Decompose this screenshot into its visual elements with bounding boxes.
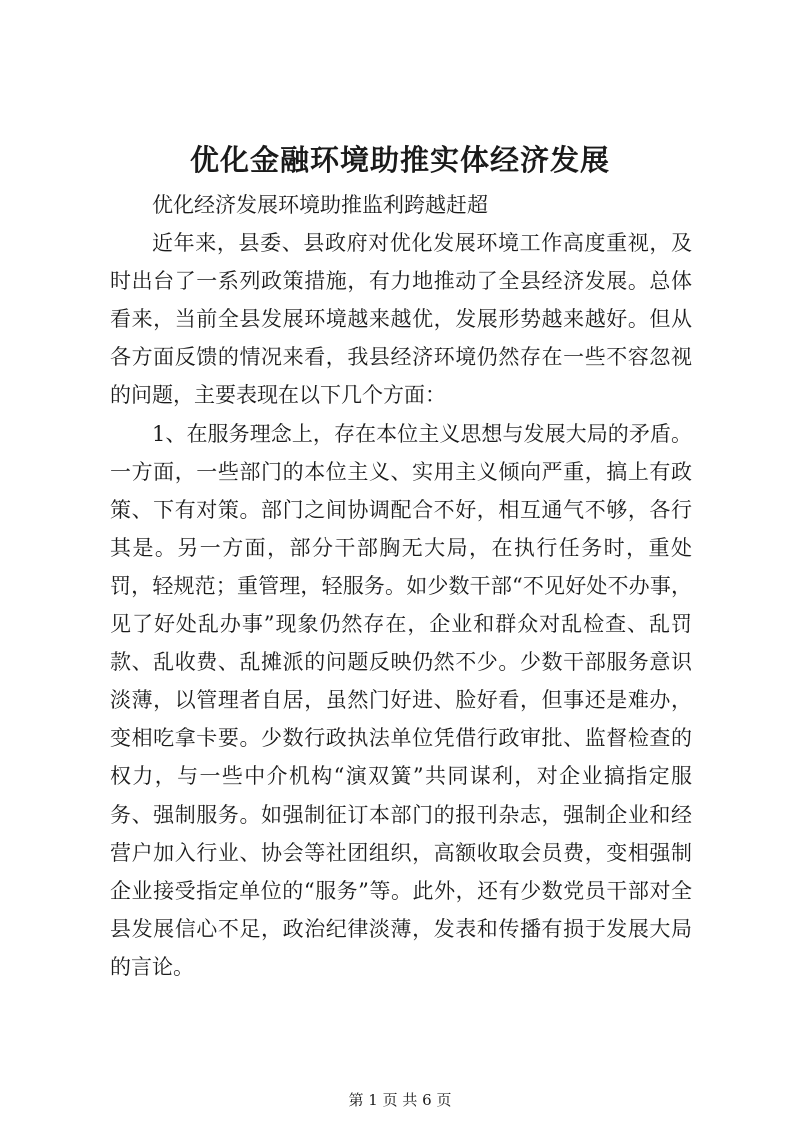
page-indicator: 第 1 页 共 6 页 (348, 1091, 452, 1109)
document-body (110, 186, 692, 986)
paragraph-intro: 近年来，县委、县政府对优化发展环境工作高度重视，及时出台了一系列政策措施，有力地推动了全县经济发展。总体看来，当前全县发展环境越来越优，发展形势越来越好。但从各方面反馈的情况来看，我县经济环境仍然存在一些不容忽视的问题，主要表现在以下几个方面： (110, 231, 692, 408)
document-subtitle: 优化经济发展环境助推监利跨越赶超 (152, 193, 488, 217)
document-title: 优化金融环境助推实体经济发展 (189, 143, 610, 177)
paragraph-item-1: 1、在服务理念上，存在本位主义思想与发展大局的矛盾。一方面，一些部门的本位主义、实用主义倾向严重，搞上有政策、下有对策。部门之间协调配合不好，相互通气不够，各行其是。另一方面，部分干部胸无大局，在执行任务时，重处罚，轻规范；重管理，轻服务。如少数干部“不见好处不办事，见了好处乱办事”现象仍然存在，企业和群众对乱检查、乱罚款、乱收费、乱摊派的问题反映仍然不少。少数干部服务意识淡薄，以管理者自居，虽然门好进、脸好看，但事还是难办，变相吃拿卡要。少数行政执法单位凭借行政审批、监督检查的权力，与一些中介机构“演双簧”共同谋利，对企业搞指定服务、强制服务。如强制征订本部门的报刊杂志，强制企业和经营户加入行业、协会等社团组织，高额收取会员费，变相强制企业接受指定单位的“服务”等。此外，还有少数党员干部对全县发展信心不足，政治纪律淡薄，发表和传播有损于发展大局的言论。 (110, 421, 692, 979)
